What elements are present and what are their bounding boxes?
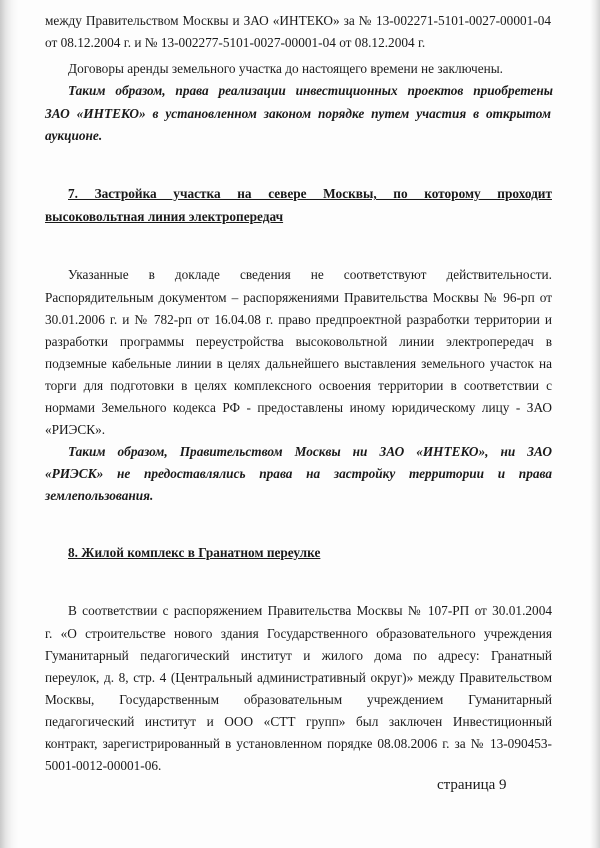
text-line: между Правительством Москвы и ЗАО «ИНТЕКО» за № 13-002271-5101-0027-00001-04 bbox=[45, 13, 551, 28]
text-line: педагогический институт и ООО «СТТ групп» был заключен Инвестиционный bbox=[45, 714, 552, 729]
text-line: разработки программы переустройства высоковольтной линии электропередач в bbox=[45, 334, 552, 349]
text-line: нормами Земельного кодекса РФ - предоставлены иному юридическому лицу - ЗАО bbox=[45, 400, 552, 415]
text-line: переулок, д. 8, стр. 4 (Центральный административный округ)» между Правительством bbox=[45, 670, 552, 685]
section-heading: 7. Застройка участка на севере Москвы, по которому проходит bbox=[68, 186, 552, 201]
text-line: «РИЭСК». bbox=[45, 422, 106, 437]
text-line: 30.01.2006 г. и № 782-рп от 16.04.08 г. право предпроектной разработки территории и bbox=[45, 312, 552, 327]
text-line: Москвы, Государственным образовательным учреждением Гуманитарный bbox=[45, 692, 552, 707]
text-line: В соответствии с распоряжением Правительства Москвы № 107-РП от 30.01.2004 bbox=[68, 603, 552, 618]
text-line: Распорядительным документом – распоряжениями Правительства Москвы № 96-рп от bbox=[45, 290, 552, 305]
conclusion-line: Таким образом, Правительством Москвы ни ЗАО «ИНТЕКО», ни ЗАО bbox=[68, 444, 552, 459]
text-line: Договоры аренды земельного участка до настоящего времени не заключены. bbox=[68, 61, 504, 76]
conclusion-line: землепользования. bbox=[45, 488, 154, 503]
scan-edge-right bbox=[590, 0, 600, 848]
text-line: торги для подготовки в целях комплексного освоения территории в соответствии с bbox=[45, 378, 552, 393]
text-line: г. «О строительстве нового здания Государственного образовательного учреждения bbox=[45, 626, 552, 641]
scan-edge-left bbox=[0, 0, 18, 848]
conclusion-line: аукционе. bbox=[45, 128, 103, 143]
text-line: 5001-0012-00001-06. bbox=[45, 758, 162, 773]
text-line: Указанные в докладе сведения не соответствуют действительности. bbox=[68, 267, 552, 282]
text-line: контракт, зарегистрированный в установленном порядке 08.08.2006 г. за № 13-090453- bbox=[45, 736, 552, 751]
section-heading: 8. Жилой комплекс в Гранатном переулке bbox=[68, 545, 321, 560]
text-line: подземные кабельные линии в целях дальнейшего выставления земельного участок на bbox=[45, 356, 552, 371]
page-number: страница 9 bbox=[437, 777, 507, 793]
conclusion-line: Таким образом, права реализации инвестиционных проектов приобретены bbox=[68, 83, 553, 98]
text-line: от 08.12.2004 г. и № 13-002277-5101-0027-00001-04 от 08.12.2004 г. bbox=[45, 35, 426, 50]
conclusion-line: ЗАО «ИНТЕКО» в установленном законом порядке путем участия в открытом bbox=[45, 106, 551, 121]
text-line: Гуманитарный педагогический институт и жилого дома по адресу: Гранатный bbox=[45, 648, 552, 663]
conclusion-line: «РИЭСК» не предоставлялись права на застройку территории и права bbox=[45, 466, 552, 481]
section-heading: высоковольтная линия электропередач bbox=[45, 209, 284, 224]
